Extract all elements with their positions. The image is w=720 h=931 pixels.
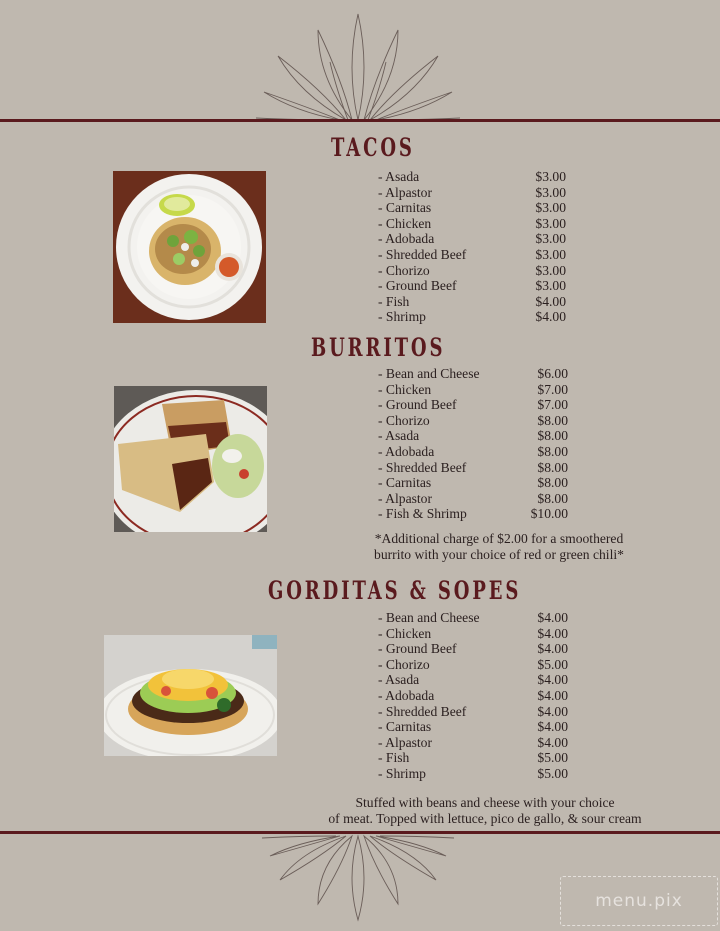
gorditas-note-line2: of meat. Topped with lettuce, pico de gallo, & sour cream [328, 810, 642, 826]
item-name: - Chicken [378, 381, 432, 397]
item-price: $8.00 [537, 475, 568, 491]
gorditas-title: GORDITAS & SOPES [268, 576, 522, 605]
item-name: - Shredded Beef [378, 246, 467, 262]
menu-item [378, 735, 568, 751]
item-name: - Alpastor [378, 490, 432, 506]
item-name: - Shredded Beef [378, 703, 467, 719]
item-price: $3.00 [535, 231, 566, 247]
item-name: - Chicken [378, 215, 432, 231]
item-name: - Carnitas [378, 475, 432, 491]
menu-item [378, 626, 568, 642]
burritos-note-line1: *Additional charge of $2.00 for a smoothered [374, 531, 624, 546]
tacos-title: TACOS [331, 133, 415, 162]
menu-item [378, 169, 566, 185]
menu-item [378, 491, 568, 507]
item-price: $8.00 [537, 428, 568, 444]
item-price: $5.00 [537, 656, 568, 672]
menu-item [378, 278, 566, 294]
item-name: - Asada [378, 672, 420, 688]
item-price: $4.00 [537, 610, 568, 625]
item-price: $4.00 [537, 703, 568, 719]
menu-item [378, 672, 568, 688]
item-price: $7.00 [537, 381, 568, 397]
item-name: - Ground Beef [378, 641, 457, 657]
menu-item [378, 641, 568, 657]
item-price: $4.00 [537, 672, 568, 688]
item-price: $3.00 [535, 215, 566, 231]
menu-item [378, 657, 568, 673]
item-name: - Adobada [378, 443, 435, 459]
item-name: - Fish & Shrimp [378, 506, 467, 522]
gorditas-note-line1: Stuffed with beans and cheese with your choice [355, 795, 615, 810]
item-name: - Fish [378, 750, 410, 766]
top-divider [0, 119, 720, 122]
watermark: menu.pix [560, 876, 718, 926]
item-price: $6.00 [537, 366, 568, 381]
menu-item [378, 294, 566, 310]
menu-item [378, 231, 566, 247]
item-name: - Asada [378, 169, 420, 184]
menu-item [378, 397, 568, 413]
item-name: - Shredded Beef [378, 459, 467, 475]
item-name: - Chicken [378, 625, 432, 641]
menu-item [378, 382, 568, 398]
item-name: - Chorizo [378, 656, 430, 672]
menu-item [378, 506, 568, 522]
menu-item [378, 460, 568, 476]
tacos-list [378, 169, 566, 325]
item-price: $7.00 [537, 397, 568, 413]
item-name: - Ground Beef [378, 397, 457, 413]
gorditas-list [378, 610, 568, 782]
menu-item [378, 216, 566, 232]
item-name: - Alpastor [378, 734, 432, 750]
menu-item [378, 185, 566, 201]
item-price: $10.00 [530, 506, 568, 522]
item-name: - Adobada [378, 231, 435, 247]
menu-item [378, 413, 568, 429]
item-name: - Chorizo [378, 262, 430, 278]
item-name: - Chorizo [378, 412, 430, 428]
menu-item [378, 247, 566, 263]
menu-item [378, 688, 568, 704]
item-price: $3.00 [535, 262, 566, 278]
item-name: - Ground Beef [378, 278, 457, 294]
item-name: - Carnitas [378, 719, 432, 735]
menu-item [378, 200, 566, 216]
burritos-note [346, 531, 652, 562]
item-price: $4.00 [537, 687, 568, 703]
item-price: $3.00 [535, 246, 566, 262]
item-name: - Bean and Cheese [378, 366, 480, 381]
item-price: $3.00 [535, 169, 566, 184]
menu-item [378, 704, 568, 720]
item-price: $3.00 [535, 200, 566, 216]
tacos-photo [113, 171, 266, 323]
item-price: $4.00 [537, 719, 568, 735]
item-price: $4.00 [535, 309, 566, 325]
item-price: $8.00 [537, 459, 568, 475]
item-name: - Shrimp [378, 309, 426, 325]
burritos-note-line2: burrito with your choice of red or green chili* [374, 546, 624, 562]
menu-item [378, 610, 568, 626]
item-name: - Bean and Cheese [378, 610, 480, 625]
item-price: $3.00 [535, 184, 566, 200]
item-name: - Alpastor [378, 184, 432, 200]
menu-item [378, 475, 568, 491]
gorditas-photo [104, 635, 277, 756]
item-price: $4.00 [537, 625, 568, 641]
gorditas-note [295, 795, 675, 826]
burritos-list [378, 366, 568, 522]
menu-item [378, 366, 568, 382]
burritos-photo [114, 386, 267, 532]
item-price: $4.00 [537, 734, 568, 750]
item-price: $8.00 [537, 443, 568, 459]
item-price: $5.00 [537, 750, 568, 766]
menu-item [378, 750, 568, 766]
item-price: $4.00 [537, 641, 568, 657]
menu-item [378, 444, 568, 460]
item-name: - Fish [378, 293, 410, 309]
item-price: $8.00 [537, 412, 568, 428]
item-name: - Shrimp [378, 765, 426, 781]
menu-item [378, 428, 568, 444]
menu-item [378, 263, 566, 279]
item-price: $4.00 [535, 293, 566, 309]
menu-item [378, 309, 566, 325]
item-price: $5.00 [537, 765, 568, 781]
item-name: - Adobada [378, 687, 435, 703]
item-name: - Asada [378, 428, 420, 444]
item-price: $8.00 [537, 490, 568, 506]
item-name: - Carnitas [378, 200, 432, 216]
agave-ornament-top [0, 8, 720, 123]
menu-item [378, 719, 568, 735]
menu-item [378, 766, 568, 782]
item-price: $3.00 [535, 278, 566, 294]
burritos-title: BURRITOS [311, 333, 446, 362]
